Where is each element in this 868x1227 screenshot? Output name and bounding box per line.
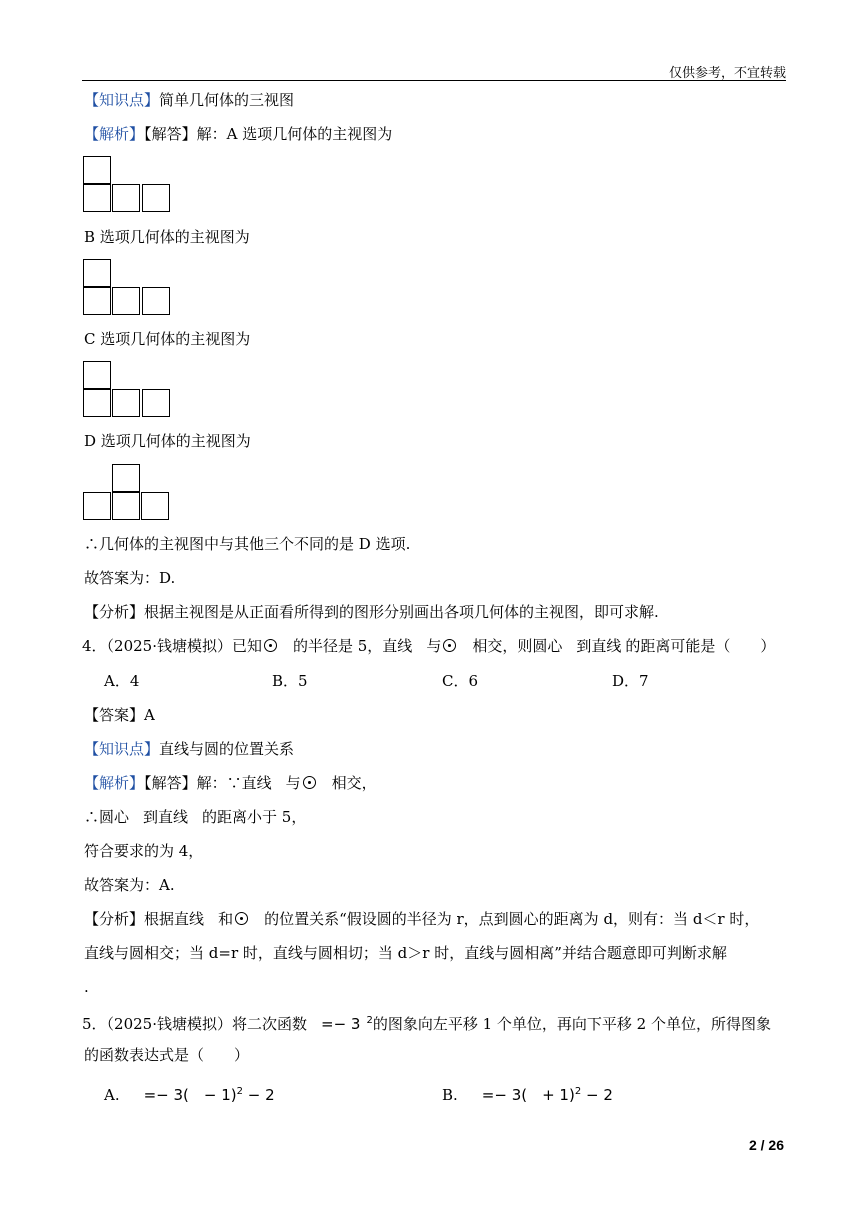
q4-knowledge-line: 【知识点】直线与圆的位置关系 xyxy=(84,740,295,758)
page-number: 2 / 26 xyxy=(748,1137,784,1153)
view-a-square xyxy=(112,184,140,212)
q5-option-b: B. =− 3( + 1)$^2$ − 2 xyxy=(442,1086,613,1104)
view-c-square xyxy=(83,389,111,417)
q5-stem: 5．（2025·钱塘模拟）将二次函数 =− 3 $^2$的图象向左平移 1 个单位，再向下平移 2 个单位，所得图象 xyxy=(82,1015,771,1033)
q4-option-d: D．7 xyxy=(612,672,649,690)
view-a-square xyxy=(83,156,111,184)
analysis-tag: 解析 xyxy=(99,125,130,143)
view-d-square xyxy=(112,464,140,492)
q3-line-c: C 选项几何体的主视图为 xyxy=(84,330,251,348)
answer-tag: 答案 xyxy=(99,706,130,724)
q4-option-c: C．6 xyxy=(442,672,479,690)
q3-final-answer: 故答案为：D. xyxy=(84,569,176,587)
q5-stem-line-2: 的函数表达式是（ ） xyxy=(84,1046,250,1064)
analysis-tag: 解析 xyxy=(99,774,130,792)
fenxi-tag: 分析 xyxy=(99,910,130,928)
q4-stem: 4．（2025·钱塘模拟）已知 的半径是 5，直线 与 相交，则圆心 到直线 的距离可能是（ ） xyxy=(82,637,776,655)
answer-tag: 解答 xyxy=(151,125,182,143)
q4-fenxi-line-3: . xyxy=(84,978,89,996)
q3-conclusion: ∴几何体的主视图中与其他三个不同的是 D 选项. xyxy=(84,535,411,553)
q3-line-a: 解：A 选项几何体的主视图为 xyxy=(196,125,393,143)
knowledge-tag: 知识点 xyxy=(99,740,145,758)
knowledge-tag: 知识点 xyxy=(99,91,145,109)
view-b-square xyxy=(83,259,111,287)
q3-line-b: B 选项几何体的主视图为 xyxy=(84,228,250,246)
q3-fenxi-line: 【分析】根据主视图是从正面看所得到的图形分别画出各项几何体的主视图，即可求解. xyxy=(84,603,659,621)
view-c-square xyxy=(112,389,140,417)
view-b-square xyxy=(112,287,140,315)
view-d-square xyxy=(141,492,169,520)
header-divider xyxy=(82,80,786,81)
q3-line-d: D 选项几何体的主视图为 xyxy=(84,432,251,450)
q5-option-a: A. =− 3( − 1)$^2$ − 2 xyxy=(104,1086,275,1104)
q3-knowledge-text: 简单几何体的三视图 xyxy=(159,91,295,109)
q4-fenxi-line-1: 【分析】根据直线 和 的位置关系“假设圆的半径为 r，点到圆心的距离为 d，则有：当 d＜r 时， xyxy=(84,910,760,928)
q3-fenxi-text: 根据主视图是从正面看所得到的图形分别画出各项几何体的主视图，即可求解. xyxy=(144,603,659,621)
fenxi-tag: 分析 xyxy=(99,603,130,621)
q4-answer-line: 【答案】A xyxy=(84,706,155,724)
q4-fenxi-line-2: 直线与圆相交；当 d=r 时，直线与圆相切；当 d＞r 时，直线与圆相离”并结合题意即可判断求解 xyxy=(84,944,727,962)
circle-symbol-icon xyxy=(443,639,456,652)
view-c-square xyxy=(83,361,111,389)
view-b-square xyxy=(83,287,111,315)
q4-solution-line-1: 【解析】【解答】解：∵直线 与 相交， xyxy=(84,774,377,792)
q3-knowledge-line: 【知识点】简单几何体的三视图 xyxy=(84,91,295,109)
view-d-square xyxy=(112,492,140,520)
q4-answer: A xyxy=(144,706,155,724)
q4-option-a: A．4 xyxy=(104,672,140,690)
q4-solution-line-2: ∴圆心 到直线 的距离小于 5， xyxy=(84,808,307,826)
header-note: 仅供参考，不宜转载 xyxy=(668,66,786,81)
view-d-square xyxy=(83,492,111,520)
q4-solution-line-3: 符合要求的为 4， xyxy=(84,842,204,860)
circle-symbol-icon xyxy=(264,639,277,652)
solve-tag: 解答 xyxy=(151,774,182,792)
q3-analysis-line: 【解析】【解答】解：A 选项几何体的主视图为 xyxy=(84,125,393,143)
q4-solution-line-4: 故答案为：A. xyxy=(84,876,175,894)
q4-knowledge-text: 直线与圆的位置关系 xyxy=(159,740,295,758)
view-c-square xyxy=(142,389,170,417)
q4-option-b: B．5 xyxy=(272,672,308,690)
view-a-square xyxy=(83,184,111,212)
view-b-square xyxy=(142,287,170,315)
view-a-square xyxy=(142,184,170,212)
circle-symbol-icon xyxy=(303,776,316,789)
circle-symbol-icon xyxy=(235,912,248,925)
